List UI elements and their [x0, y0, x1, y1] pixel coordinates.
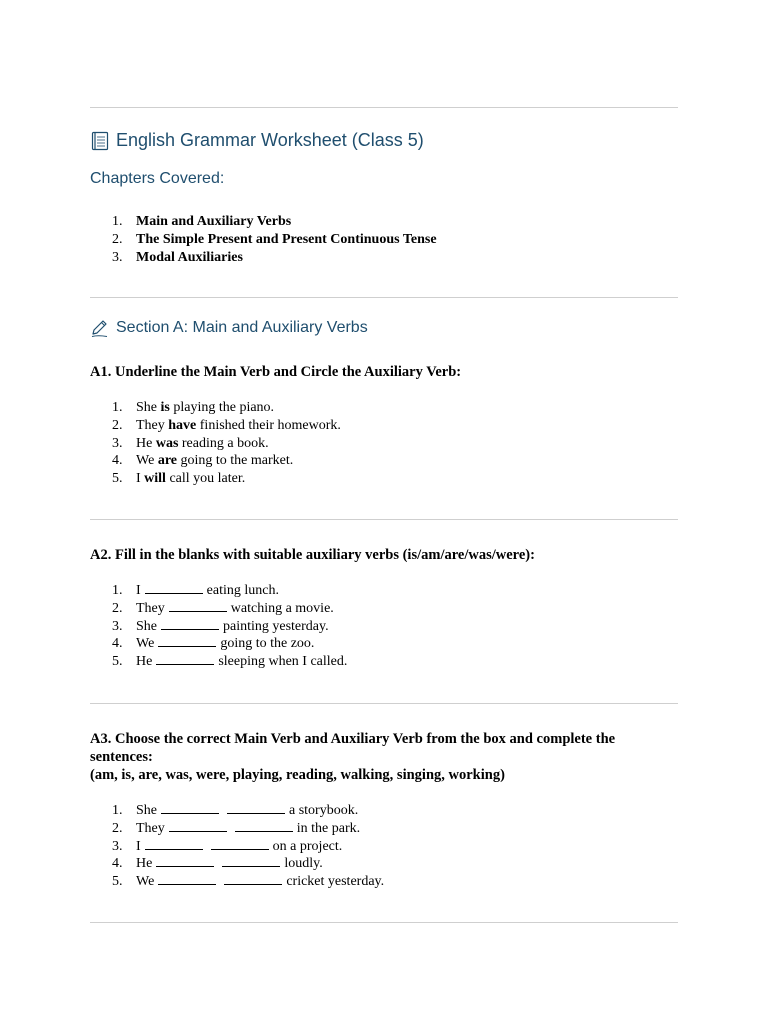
divider — [90, 297, 678, 298]
a3-title — [90, 730, 650, 784]
divider — [90, 107, 678, 108]
answer-blank[interactable] — [145, 838, 203, 850]
list-item: 1. Main and Auxiliary Verbs — [112, 214, 292, 229]
list-item: 3. I on a project. — [112, 838, 343, 854]
chapters-list — [112, 213, 437, 266]
list-item: 1. She a storybook. — [112, 803, 359, 818]
answer-blank[interactable] — [235, 820, 293, 832]
worksheet-title-text: English Grammar Worksheet (Class 5) — [116, 130, 424, 150]
a3-word-box: (am, is, are, was, were, playing, reading, walking, singing, working) — [90, 767, 505, 783]
answer-blank[interactable] — [222, 855, 280, 867]
list-item: 4. We are going to the market. — [112, 453, 294, 469]
answer-blank[interactable] — [169, 820, 227, 832]
worksheet-title — [90, 130, 424, 151]
a2-list — [112, 582, 347, 671]
divider — [90, 519, 678, 520]
list-item: 2. They watching a movie. — [112, 600, 334, 616]
answer-blank[interactable] — [224, 873, 282, 885]
list-item: 4. He loudly. — [112, 856, 323, 872]
list-item: 5. I will call you later. — [112, 471, 246, 487]
list-item: 2. They have finished their homework. — [112, 417, 341, 433]
answer-blank[interactable] — [227, 802, 285, 814]
list-item: 3. Modal Auxiliaries — [112, 249, 243, 265]
divider — [90, 922, 678, 923]
list-item: 5. We cricket yesterday. — [112, 874, 385, 890]
divider — [90, 703, 678, 704]
answer-blank[interactable] — [161, 802, 219, 814]
answer-blank[interactable] — [169, 600, 227, 612]
section-a-heading-text: Section A: Main and Auxiliary Verbs — [116, 319, 368, 336]
list-item: 1. I eating lunch. — [112, 583, 279, 598]
answer-blank[interactable] — [211, 838, 269, 850]
list-item: 3. He was reading a book. — [112, 435, 269, 451]
a3-list — [112, 802, 384, 891]
list-item: 2. The Simple Present and Present Continuous Tense — [112, 231, 437, 247]
a3-title-text: A3. Choose the correct Main Verb and Auxiliary Verb from the box and complete the sentences: — [90, 731, 616, 765]
a1-list — [112, 399, 341, 488]
list-item: 3. She painting yesterday. — [112, 618, 329, 634]
answer-blank[interactable] — [156, 855, 214, 867]
section-a-heading — [90, 318, 368, 338]
chapters-heading: Chapters Covered: — [90, 170, 225, 187]
list-item: 5. He sleeping when I called. — [112, 654, 348, 670]
list-item: 1. She is playing the piano. — [112, 400, 275, 415]
notebook-icon — [90, 131, 110, 151]
a2-title: A2. Fill in the blanks with suitable auxiliary verbs (is/am/are/was/were): — [90, 547, 535, 563]
answer-blank[interactable] — [156, 653, 214, 665]
pencil-icon — [90, 318, 110, 338]
answer-blank[interactable] — [145, 582, 203, 594]
a1-title: A1. Underline the Main Verb and Circle the Auxiliary Verb: — [90, 364, 462, 380]
list-item: 4. We going to the zoo. — [112, 636, 315, 652]
list-item: 2. They in the park. — [112, 820, 361, 836]
answer-blank[interactable] — [158, 635, 216, 647]
answer-blank[interactable] — [158, 873, 216, 885]
answer-blank[interactable] — [161, 618, 219, 630]
